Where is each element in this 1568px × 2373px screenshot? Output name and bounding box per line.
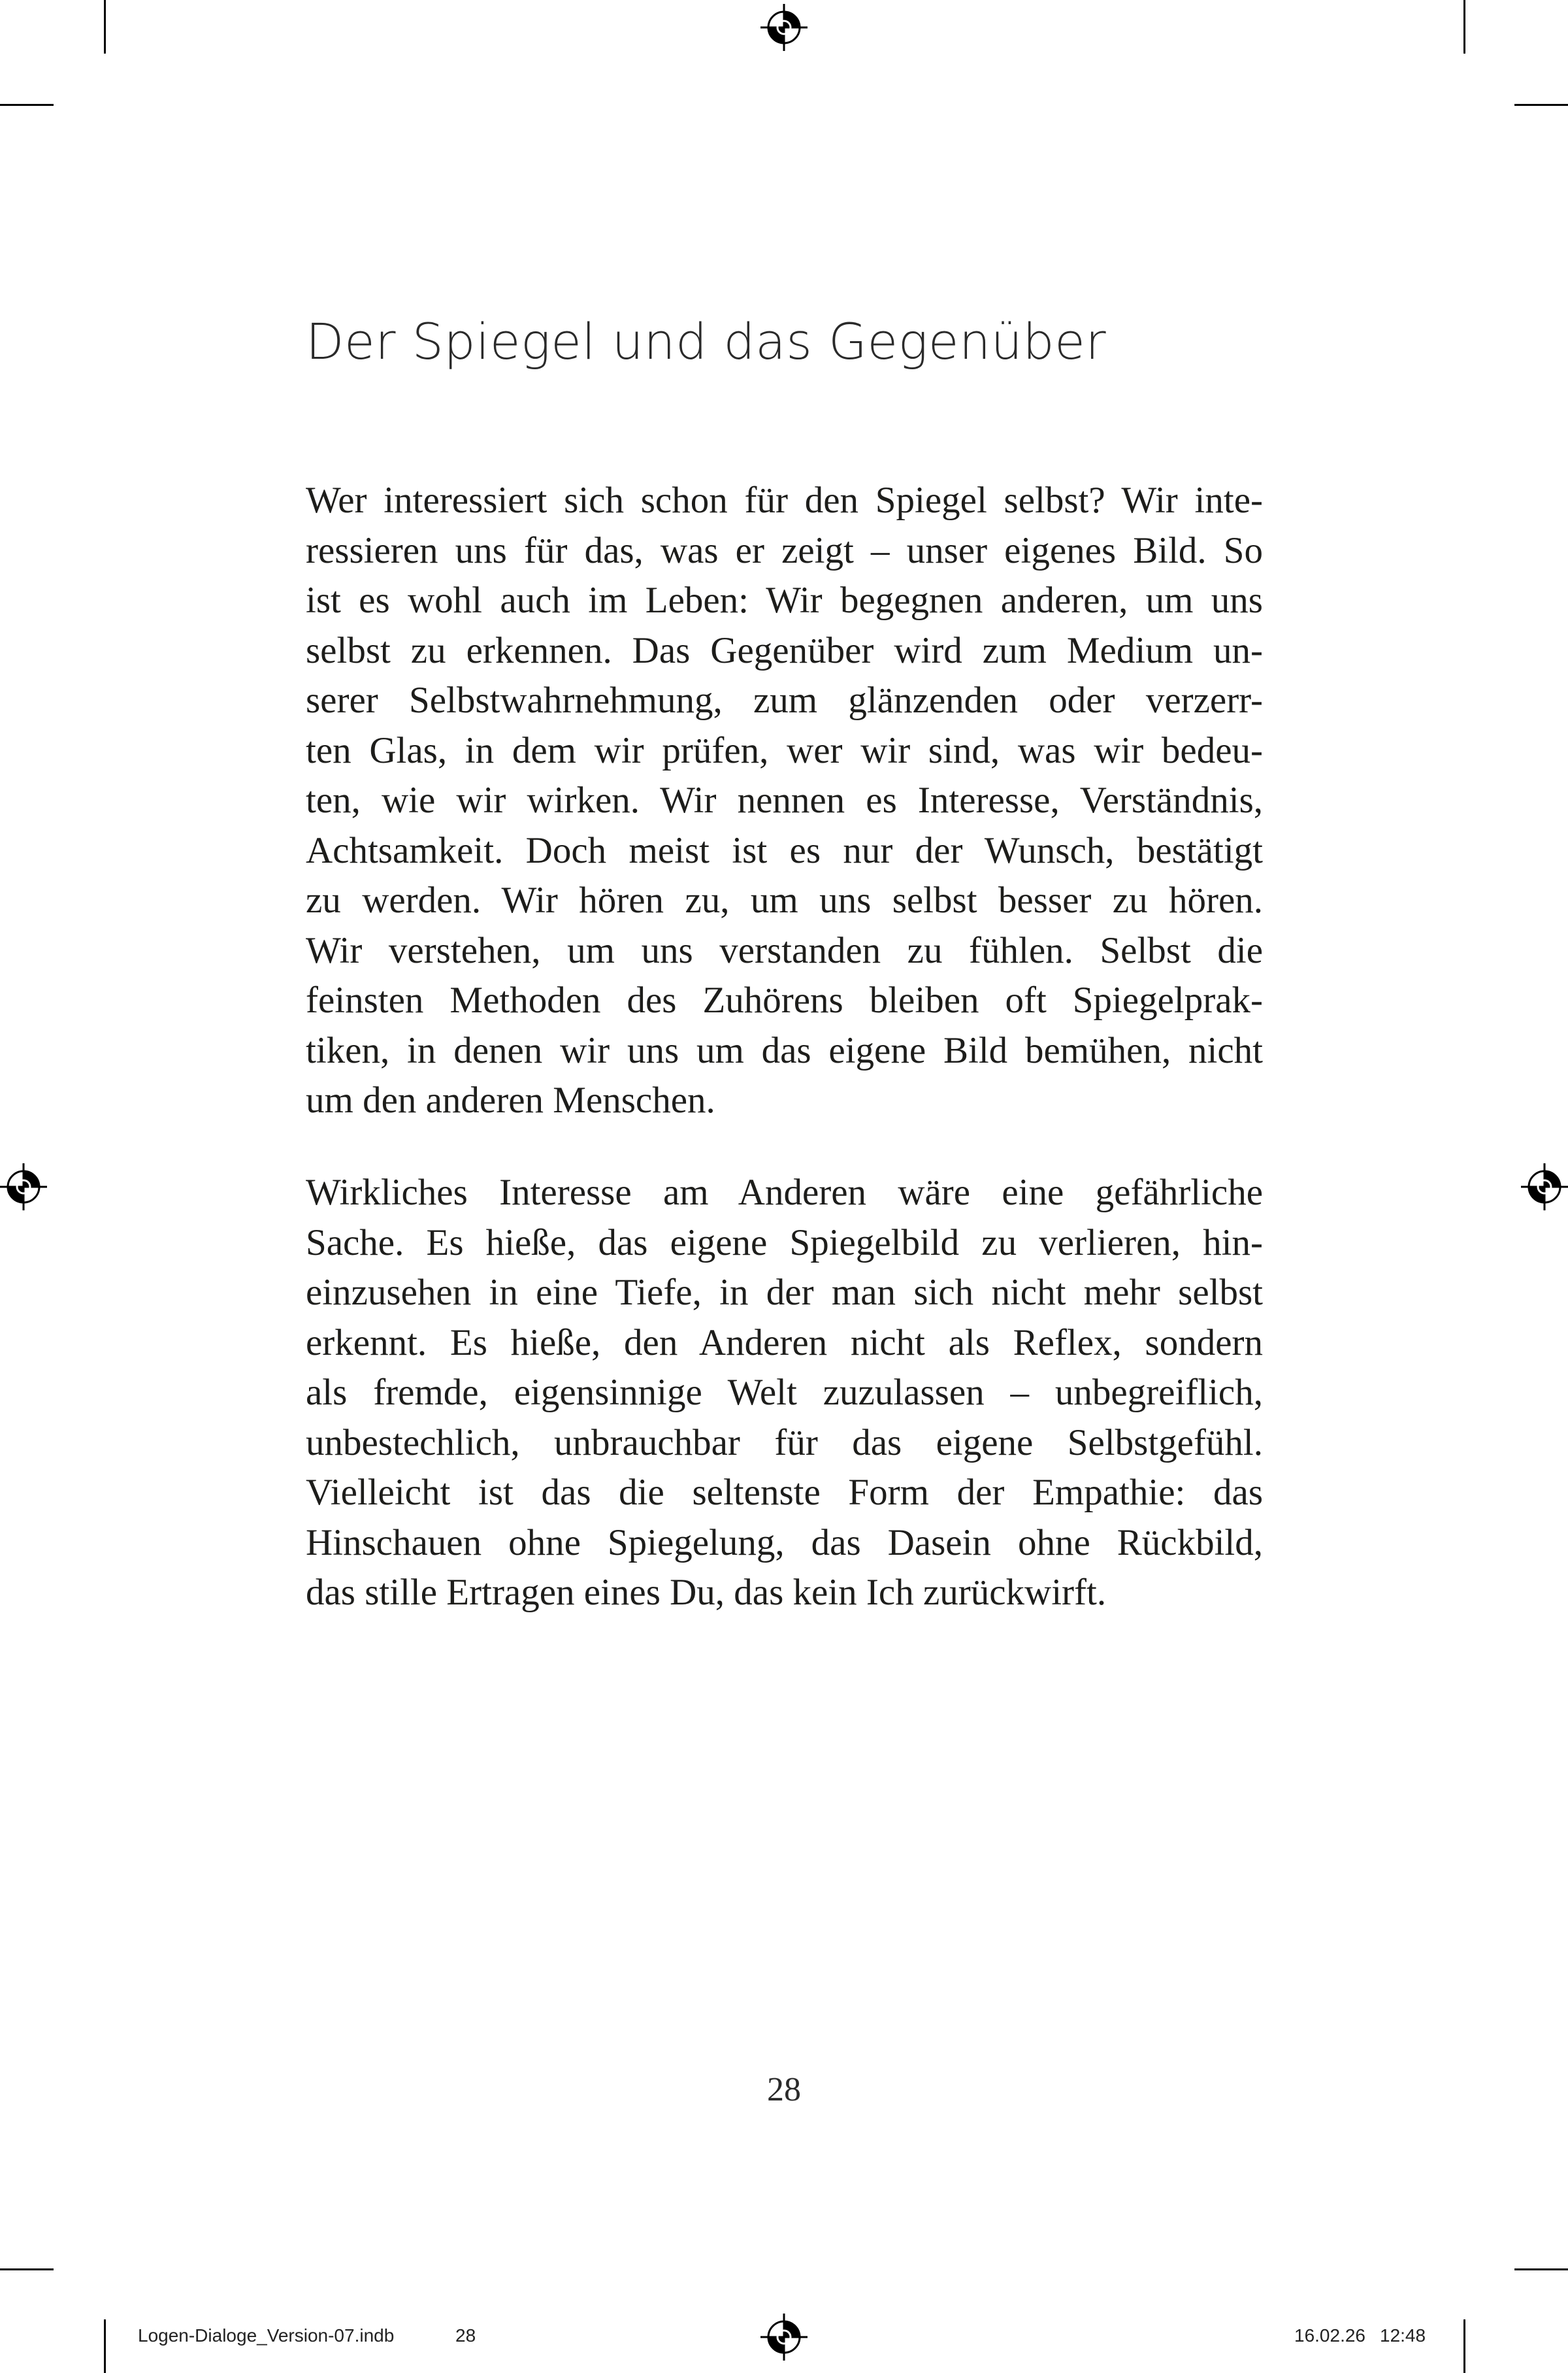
slug-file-name: Logen-Dialoge_Version-07.indb bbox=[138, 2325, 395, 2346]
slug-date: 16.02.26 bbox=[1294, 2325, 1365, 2346]
page-number: 28 bbox=[767, 2071, 801, 2108]
slug-page: 28 bbox=[455, 2325, 476, 2346]
text-line: Wir verstehen, um uns verstanden zu fühlen. Selbst die bbox=[306, 929, 1263, 971]
crop-mark-top-right bbox=[1463, 0, 1465, 54]
text-line: ressieren uns für das, was er zeigt – unser eigenes Bild. So bbox=[306, 529, 1263, 571]
text-line: das stille Ertragen eines Du, das kein Ich zurückwirft. bbox=[306, 1572, 1107, 1613]
text-line: Achtsamkeit. Doch meist ist es nur der Wunsch, bestätigt bbox=[306, 829, 1263, 871]
registration-mark-icon bbox=[1521, 1163, 1568, 1210]
text-line: ten Glas, in dem wir prüfen, wer wir sind, was wir bedeu- bbox=[306, 729, 1263, 771]
crop-mark-top-left-h bbox=[0, 104, 54, 106]
text-line: tiken, in denen wir uns um das eigene Bild bemühen, nicht bbox=[306, 1029, 1263, 1071]
text-line: erkennt. Es hieße, den Anderen nicht als Reflex, sondern bbox=[306, 1321, 1263, 1363]
text-line: Wer interessiert sich schon für den Spiegel selbst? Wir inte- bbox=[306, 480, 1263, 521]
text-line: ten, wie wir wirken. Wir nennen es Interesse, Verständnis, bbox=[306, 780, 1263, 821]
text-line: serer Selbstwahrnehmung, zum glänzenden oder verzerr- bbox=[306, 680, 1263, 721]
text-line: Sache. Es hieße, das eigene Spiegelbild zu verlieren, hin- bbox=[306, 1221, 1263, 1263]
text-line: selbst zu erkennen. Das Gegenüber wird zum Medium un- bbox=[306, 629, 1263, 671]
text-line: Wirkliches Interesse am Anderen wäre eine gefährliche bbox=[306, 1172, 1263, 1213]
crop-mark-bottom-right-h bbox=[1514, 2268, 1568, 2270]
slug-time: 12:48 bbox=[1380, 2325, 1426, 2346]
text-line: als fremde, eigensinnige Welt zuzulassen – unbegreiflich, bbox=[306, 1372, 1263, 1413]
registration-mark-icon bbox=[760, 4, 808, 51]
crop-mark-bottom-left-h bbox=[0, 2268, 54, 2270]
text-line: Vielleicht ist das die seltenste Form der Empathie: das bbox=[306, 1472, 1263, 1513]
text-line: zu werden. Wir hören zu, um uns selbst besser zu hören. bbox=[306, 880, 1263, 921]
text-line: Hinschauen ohne Spiegelung, das Dasein ohne Rückbild, bbox=[306, 1521, 1263, 1563]
paragraph-1 bbox=[306, 476, 1263, 1126]
text-line: ist es wohl auch im Leben: Wir begegnen anderen, um uns bbox=[306, 580, 1263, 621]
crop-mark-top-right-h bbox=[1514, 104, 1568, 106]
crop-mark-top-left bbox=[104, 0, 106, 54]
text-line: unbestechlich, unbrauchbar für das eigene Selbstgefühl. bbox=[306, 1421, 1263, 1463]
paragraph-2 bbox=[306, 1168, 1263, 1618]
crop-mark-bottom-right bbox=[1463, 2319, 1465, 2373]
page-title: Der Spiegel und das Gegenüber bbox=[306, 312, 1107, 371]
registration-mark-icon bbox=[0, 1163, 47, 1210]
text-line: einzusehen in eine Tiefe, in der man sich nicht mehr selbst bbox=[306, 1272, 1263, 1313]
crop-mark-bottom-left bbox=[104, 2319, 106, 2373]
text-line: um den anderen Menschen. bbox=[306, 1080, 715, 1121]
registration-mark-icon bbox=[760, 2314, 808, 2361]
text-line: feinsten Methoden des Zuhörens bleiben oft Spiegelprak- bbox=[306, 980, 1263, 1021]
